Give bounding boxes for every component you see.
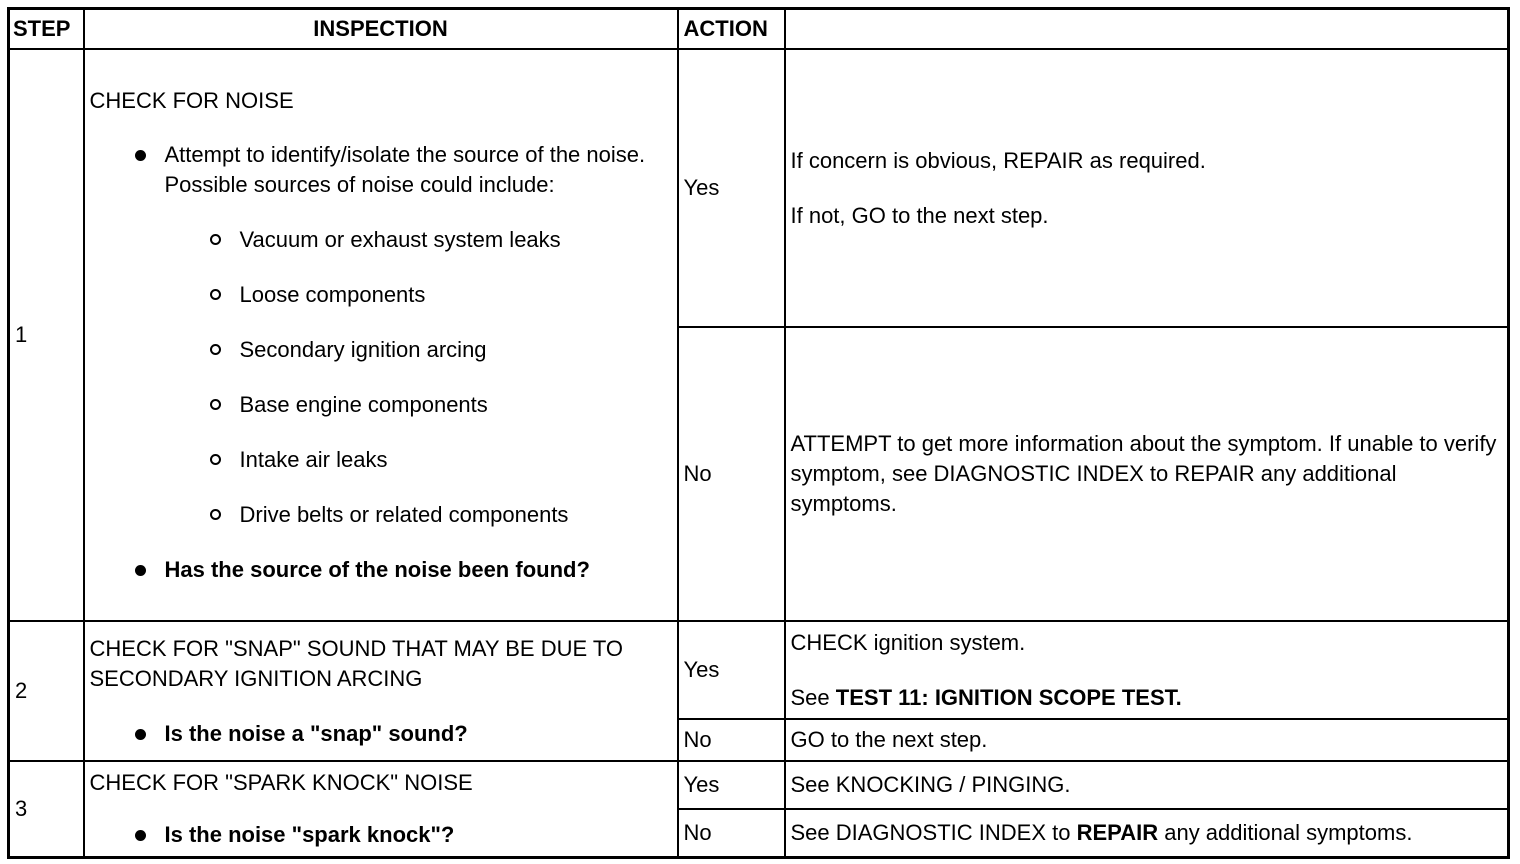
result-text-prefix: See DIAGNOSTIC INDEX to [790, 819, 1071, 845]
list-item: Secondary ignition arcing [90, 335, 672, 365]
diagnostic-sheet [7, 7, 1510, 859]
step-number: 3 [9, 761, 84, 857]
table-row [9, 761, 1509, 809]
inspection-cell [84, 621, 678, 761]
result-text: See KNOCKING / PINGING. [790, 772, 1071, 797]
action-yes: Yes [678, 761, 785, 809]
result-text-suffix: any additional symptoms. [1164, 819, 1413, 845]
result-text-prefix: See [790, 684, 830, 710]
inspection-bullet: Attempt to identify/isolate the source of the noise. Possible sources of noise could include: [90, 140, 655, 200]
result-text: CHECK ignition system. [790, 629, 1026, 655]
noise-source-list [90, 225, 672, 530]
result-text [791, 683, 1503, 713]
result-text: ATTEMPT to get more information about the symptom. If unable to verify symptom, see DIAGNOSTIC INDEX to REPAIR any additional symptoms. [790, 431, 1497, 516]
result-text: If concern is obvious, REPAIR as required. [790, 147, 1206, 173]
step-number: 2 [9, 621, 84, 761]
result-text: GO to the next step. [790, 727, 988, 752]
action-no: No [678, 719, 785, 761]
inspection-title: CHECK FOR NOISE [89, 87, 294, 113]
action-yes: Yes [678, 621, 785, 719]
header-step: STEP [9, 9, 84, 50]
step-number: 1 [9, 49, 84, 621]
table-row [9, 49, 1509, 327]
result-test-reference: TEST 11: IGNITION SCOPE TEST. [835, 684, 1182, 710]
result-no [785, 809, 1509, 857]
inspection-title: CHECK FOR "SNAP" SOUND THAT MAY BE DUE TO SECONDARY IGNITION ARCING [89, 635, 624, 691]
table-row [9, 621, 1509, 719]
list-item: Intake air leaks [90, 445, 672, 475]
list-item: Drive belts or related components [90, 500, 672, 530]
header-action: ACTION [678, 9, 785, 50]
result-yes [785, 621, 1509, 719]
result-no [785, 327, 1509, 621]
inspection-question: Is the noise a "snap" sound? [90, 719, 655, 749]
inspection-title: CHECK FOR "SPARK KNOCK" NOISE [89, 769, 473, 795]
action-yes: Yes [678, 49, 785, 327]
inspection-cell [84, 761, 678, 857]
list-item: Vacuum or exhaust system leaks [90, 225, 672, 255]
list-item: Loose components [90, 280, 672, 310]
diagnostic-table [7, 7, 1510, 859]
inspection-question: Has the source of the noise been found? [90, 555, 655, 585]
inspection-question: Is the noise "spark knock"? [90, 820, 655, 850]
result-yes [785, 761, 1509, 809]
action-no: No [678, 809, 785, 857]
header-result [785, 9, 1509, 50]
result-text [791, 818, 1503, 848]
result-no [785, 719, 1509, 761]
action-no: No [678, 327, 785, 621]
header-inspection: INSPECTION [84, 9, 678, 50]
result-text: If not, GO to the next step. [790, 202, 1049, 228]
list-item: Base engine components [90, 390, 672, 420]
header-row [9, 9, 1509, 50]
inspection-cell [84, 49, 678, 621]
result-repair-keyword: REPAIR [1076, 819, 1159, 845]
result-yes [785, 49, 1509, 327]
